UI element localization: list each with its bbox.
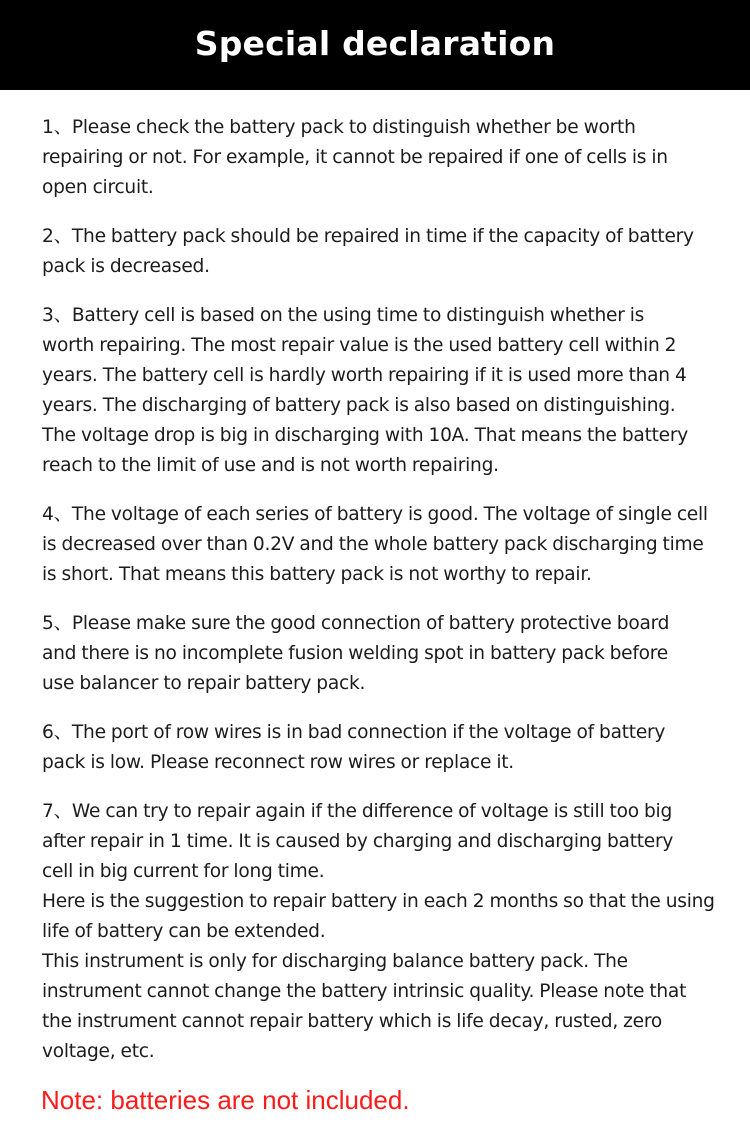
text-line: 5、Please make sure the good connection of battery protective board xyxy=(42,613,670,634)
declaration-item-1 xyxy=(42,113,722,203)
text-line: voltage, etc. xyxy=(42,1041,155,1062)
text-line: pack is low. Please reconnect row wires or replace it. xyxy=(42,752,514,773)
text-line: years. The discharging of battery pack is also based on distinguishing. xyxy=(42,395,676,416)
text-line: years. The battery cell is hardly worth repairing if it is used more than 4 xyxy=(42,365,687,386)
text-line: instrument cannot change the battery intrinsic quality. Please note that xyxy=(42,981,687,1002)
text-line: This instrument is only for discharging balance battery pack. The xyxy=(42,951,628,972)
text-line: cell in big current for long time. xyxy=(42,861,325,882)
text-line: 7、We can try to repair again if the difference of voltage is still too big xyxy=(42,801,673,822)
text-line: 2、The battery pack should be repaired in time if the capacity of battery xyxy=(42,226,694,247)
text-line: open circuit. xyxy=(42,177,154,198)
declaration-item-5 xyxy=(42,609,722,699)
text-line: and there is no incomplete fusion welding spot in battery pack before xyxy=(42,643,668,664)
text-line: The voltage drop is big in discharging with 10A. That means the battery xyxy=(42,425,688,446)
declaration-item-7 xyxy=(42,797,722,1067)
declaration-item-6 xyxy=(42,718,722,778)
declaration-body xyxy=(42,113,722,1067)
text-line: is decreased over than 0.2V and the whole battery pack discharging time xyxy=(42,534,704,555)
text-line: 6、The port of row wires is in bad connection if the voltage of battery xyxy=(42,722,666,743)
text-line: Here is the suggestion to repair battery in each 2 months so that the using xyxy=(42,891,715,912)
text-line: is short. That means this battery pack is not worthy to repair. xyxy=(42,564,592,585)
text-line: worth repairing. The most repair value is the used battery cell within 2 xyxy=(42,335,677,356)
exclusion-note: Note: batteries are not included. xyxy=(41,1085,410,1115)
text-line: 4、The voltage of each series of battery is good. The voltage of single cell xyxy=(42,504,708,525)
page-title: Special declaration xyxy=(194,23,556,63)
text-line: use balancer to repair battery pack. xyxy=(42,673,366,694)
header-banner xyxy=(0,0,750,90)
text-line: reach to the limit of use and is not worth repairing. xyxy=(42,455,499,476)
text-line: 3、Battery cell is based on the using time to distinguish whether is xyxy=(42,305,645,326)
declaration-item-4 xyxy=(42,500,722,590)
text-line: the instrument cannot repair battery which is life decay, rusted, zero xyxy=(42,1011,662,1032)
text-line: after repair in 1 time. It is caused by charging and discharging battery xyxy=(42,831,674,852)
text-line: repairing or not. For example, it cannot be repaired if one of cells is in xyxy=(42,147,668,168)
declaration-item-3 xyxy=(42,301,722,481)
declaration-item-2 xyxy=(42,222,722,282)
text-line: pack is decreased. xyxy=(42,256,210,277)
text-line: life of battery can be extended. xyxy=(42,921,326,942)
text-line: 1、Please check the battery pack to distinguish whether be worth xyxy=(42,117,636,138)
